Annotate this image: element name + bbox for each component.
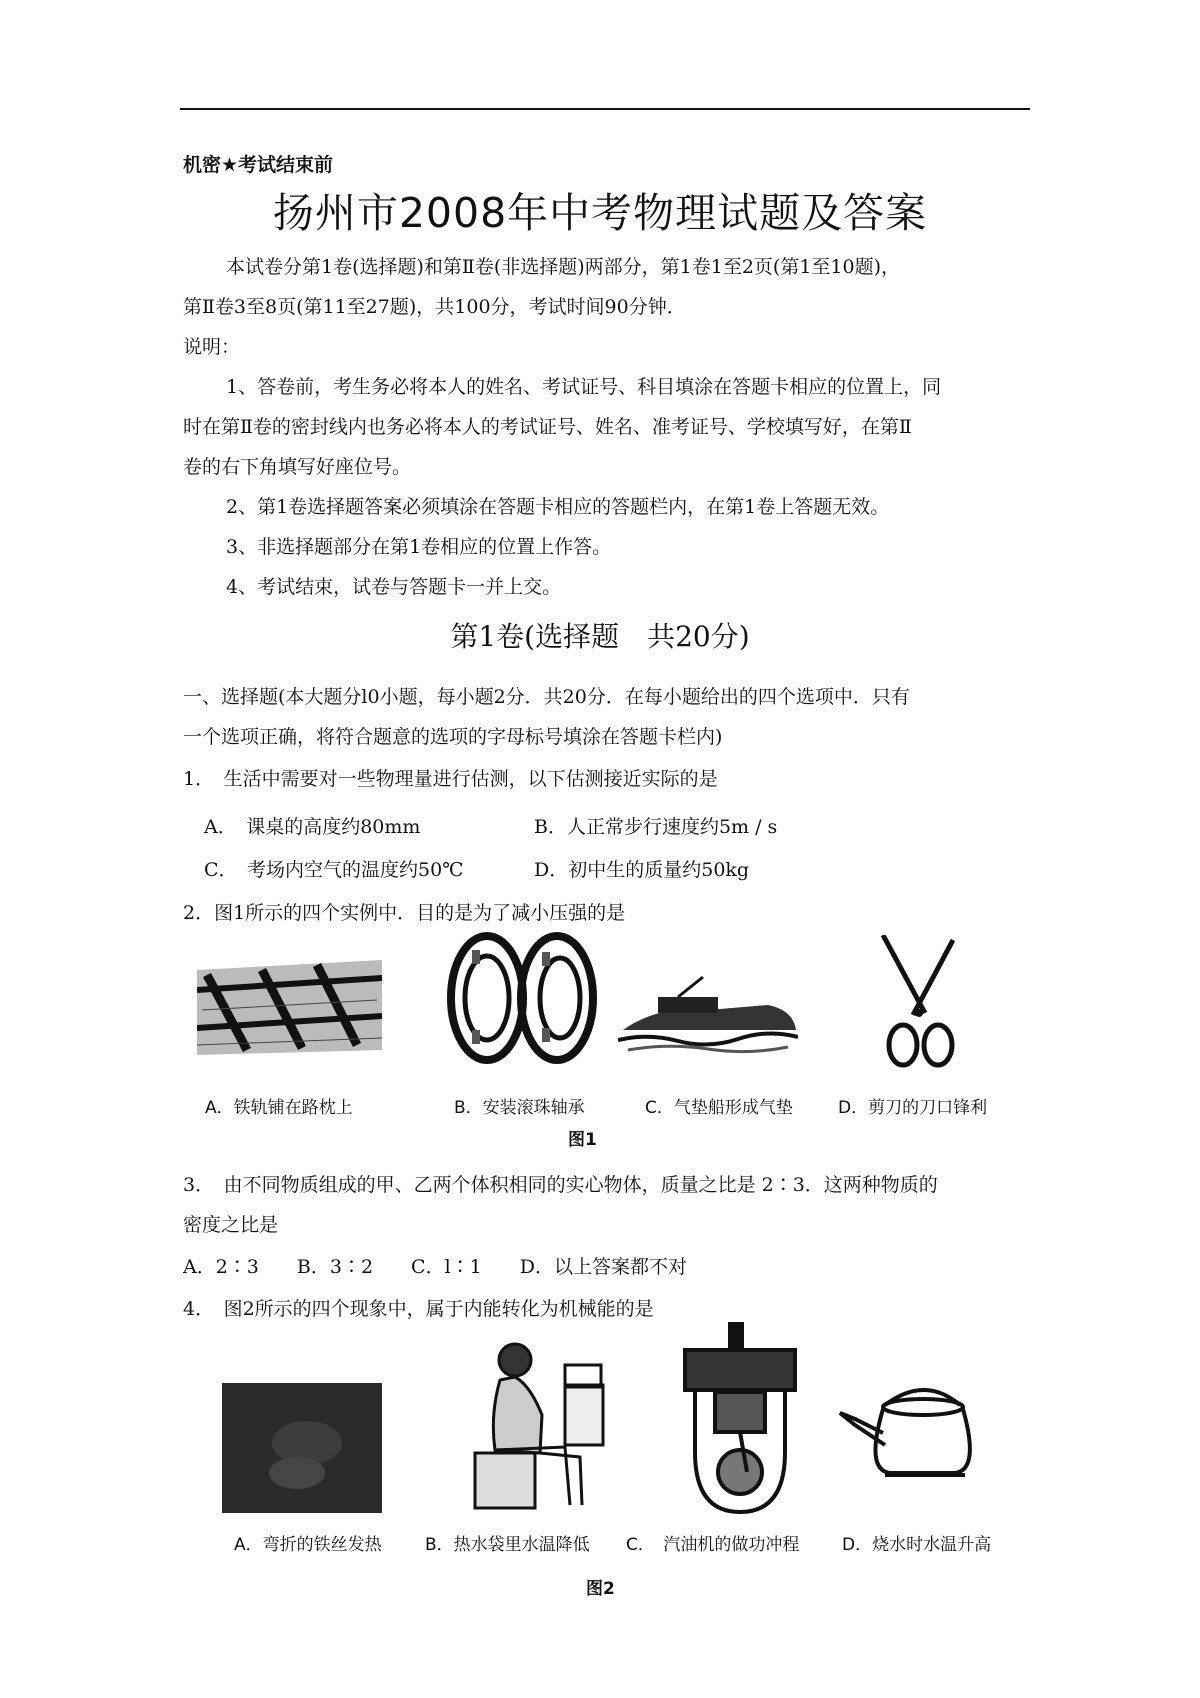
fig1-caption-b: B．安装滚珠轴承 [454,1098,585,1118]
intro-line-2: 第Ⅱ卷3至8页(第11至27题)，共100分，考试时间90分钟． [183,296,686,318]
q1-option-d: D．初中生的质量约50kg [534,859,750,881]
hovercraft-icon [618,975,798,1055]
engine-piston-icon [675,1322,805,1517]
q3-stem-1: 3． 由不同物质组成的甲、乙两个体积相同的实心物体，质量之比是 2∶3．这两种物质的 [183,1174,938,1196]
figure-2-label: 图2 [586,1579,615,1599]
section-instruction-1: 一、选择题(本大题分l0小题，每小题2分．共20分．在每小题给出的四个选项中．只有 [183,686,910,708]
fig1-caption-d: D．剪刀的刀口锋利 [838,1098,988,1118]
railway-track-icon [197,950,382,1060]
confidential-mark: 机密★考试结束前 [183,154,334,176]
ball-bearing-icon [442,930,602,1065]
notes-label: 说明： [183,336,241,358]
kettle-icon [835,1375,980,1480]
rule-line-2: 时在第Ⅱ卷的密封线内也务必将本人的考试证号、姓名、准考证号、学校填写好，在第Ⅱ [183,416,912,438]
rule-line-5: 3、非选择题部分在第1卷相应的位置上作答。 [226,536,612,558]
intro-line-1: 本试卷分第1卷(选择题)和第Ⅱ卷(非选择题)两部分，第1卷1至2页(第1至10题)， [226,256,901,278]
rule-line-6: 4、考试结束，试卷与答题卡一并上交。 [226,576,562,598]
fig1-caption-a: A．铁轨铺在路枕上 [205,1098,353,1118]
section-title: 第1卷(选择题 共20分) [450,620,750,653]
q3-stem-2: 密度之比是 [183,1214,279,1236]
figure-1-label: 图1 [568,1130,597,1150]
q1-option-c: C． 考场内空气的温度约50℃ [204,859,464,881]
section-instruction-2: 一个选项正确，将符合题意的选项的字母标号填涂在答题卡栏内) [183,726,723,748]
fig2-caption-a: A．弯折的铁丝发热 [234,1535,382,1555]
top-rule [180,108,1030,110]
fig2-caption-d: D．烧水时水温升高 [842,1535,992,1555]
page-title: 扬州市2008年中考物理试题及答案 [272,189,928,237]
q2-stem: 2．图1所示的四个实例中．目的是为了减小压强的是 [183,902,626,924]
rule-line-4: 2、第1卷选择题答案必须填涂在答题卡相应的答题栏内，在第1卷上答题无效。 [226,496,890,518]
q3-options: A．2∶3 B．3∶2 C．l∶1 D．以上答案都不对 [183,1256,687,1278]
q4-stem: 4． 图2所示的四个现象中，属于内能转化为机械能的是 [183,1298,654,1320]
rule-line-1: 1、答卷前，考生务必将本人的姓名、考试证号、科目填涂在答题卡相应的位置上，同 [226,376,942,398]
fig2-caption-c: C． 汽油机的做功冲程 [626,1535,800,1555]
fig1-caption-c: C．气垫船形成气垫 [645,1098,793,1118]
q1-option-b: B．人正常步行速度约5m / s [534,816,778,838]
q1-stem: 1． 生活中需要对一些物理量进行估测，以下估测接近实际的是 [183,768,718,790]
scissors-icon [873,935,963,1070]
bent-wire-photo-icon [222,1383,382,1513]
q1-option-a: A． 课桌的高度约80mm [204,816,421,838]
rule-line-3: 卷的右下角填写好座位号。 [183,456,412,478]
fig2-caption-b: B．热水袋里水温降低 [425,1535,590,1555]
person-with-hot-water-bag-icon [470,1335,610,1515]
